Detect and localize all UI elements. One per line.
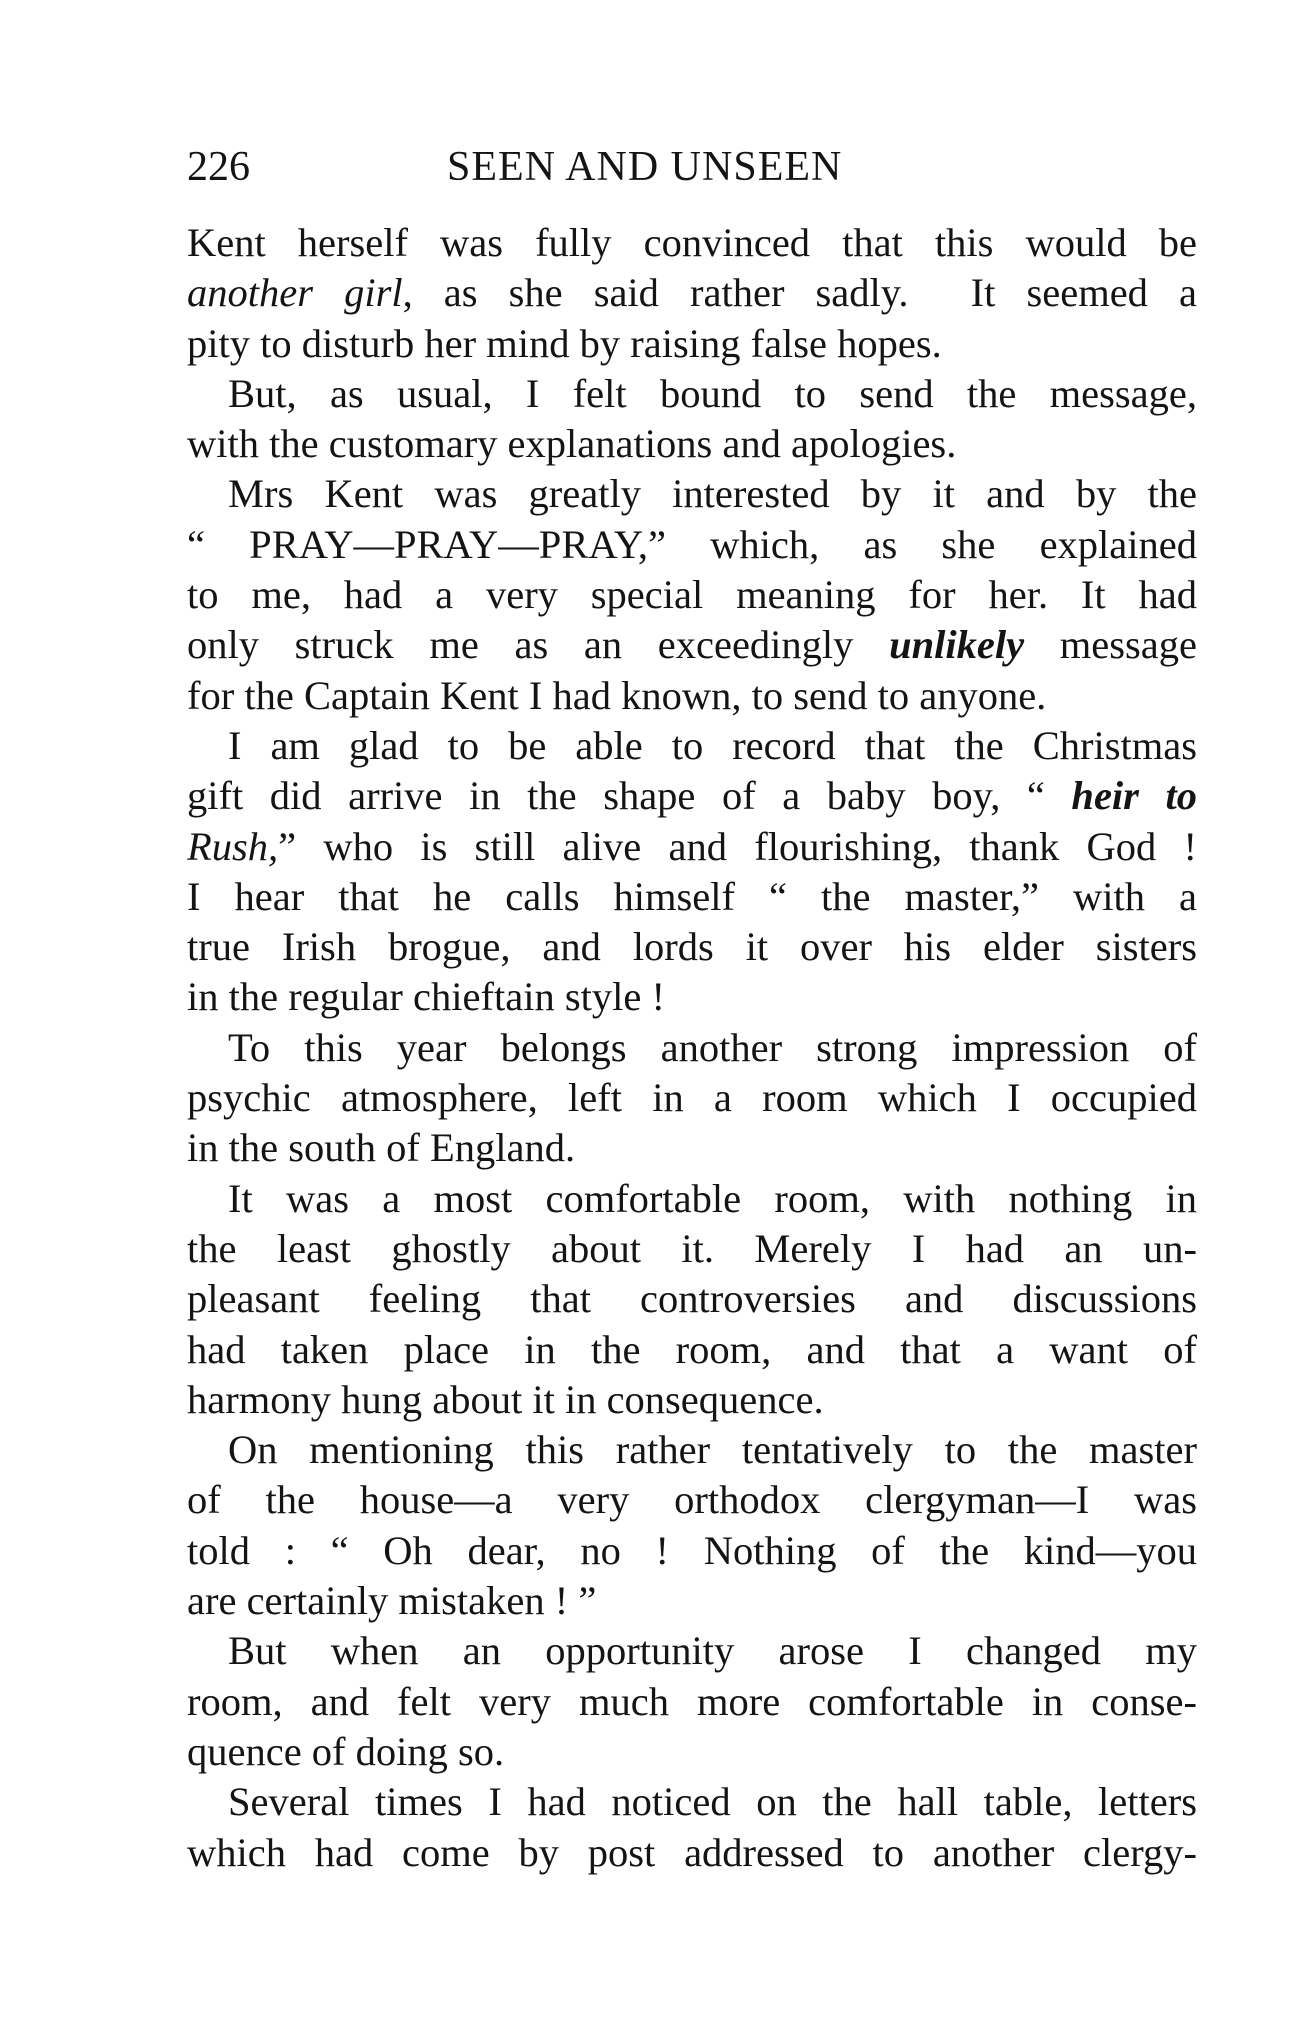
text-line: Kent herself was fully convinced that this would be bbox=[187, 220, 1197, 265]
page-header bbox=[187, 139, 1197, 195]
text-line: psychic atmosphere, left in a room which I occupied bbox=[187, 1075, 1197, 1121]
text-line: the least ghostly about it. Merely I had an un- bbox=[187, 1225, 1197, 1271]
text-line: Several times I had noticed on the hall table, letters bbox=[228, 1779, 1197, 1825]
text-line: But when an opportunity arose I changed my bbox=[228, 1628, 1197, 1674]
text-line: pleasant feeling that controversies and discussions bbox=[187, 1276, 1197, 1322]
text-line: Mrs Kent was greatly interested by it and by the bbox=[228, 471, 1197, 517]
text-line: But, as usual, I felt bound to send the message, bbox=[228, 370, 1197, 416]
italic-phrase: Rush, bbox=[187, 823, 279, 869]
text-line: It was a most comfortable room, with nothing in bbox=[228, 1175, 1197, 1221]
text-line: of the house—a very orthodox clergyman—I was bbox=[187, 1477, 1197, 1523]
text-line: for the Captain Kent I had known, to send to anyone. bbox=[187, 672, 1047, 718]
text-line: Rush,” who is still alive and flourishing, thank God ! bbox=[187, 823, 1197, 869]
italic-phrase: unlikely bbox=[889, 622, 1025, 668]
text-line: room, and felt very much more comfortable in conse- bbox=[187, 1678, 1197, 1724]
text-line: harmony hung about it in consequence. bbox=[187, 1376, 824, 1422]
text-line: pity to disturb her mind by raising false hopes. bbox=[187, 320, 942, 366]
text-line: which had come by post addressed to another clergy- bbox=[187, 1829, 1197, 1875]
text-line: On mentioning this rather tentatively to the master bbox=[228, 1427, 1197, 1473]
text-line: true Irish brogue, and lords it over his elder sisters bbox=[187, 924, 1197, 970]
text-line: are certainly mistaken ! ” bbox=[187, 1578, 597, 1624]
text-line: gift did arrive in the shape of a baby boy, “ heir to bbox=[187, 773, 1197, 819]
text-line: To this year belongs another strong impression of bbox=[228, 1024, 1197, 1070]
italic-phrase: another girl bbox=[187, 270, 403, 316]
text-line: quence of doing so. bbox=[187, 1728, 505, 1774]
text-line: had taken place in the room, and that a want of bbox=[187, 1326, 1197, 1372]
text-line: to me, had a very special meaning for her. It had bbox=[187, 572, 1197, 618]
text-line: “ PRAY—PRAY—PRAY,” which, as she explained bbox=[187, 521, 1197, 567]
text-line: another girl, as she said rather sadly. It seemed a bbox=[187, 270, 1197, 316]
running-title: SEEN AND UNSEEN bbox=[447, 144, 843, 190]
text-line: only struck me as an exceedingly unlikely message bbox=[187, 622, 1197, 668]
text-line: in the regular chieftain style ! bbox=[187, 974, 665, 1020]
page-number: 226 bbox=[187, 144, 250, 190]
text-line: with the customary explanations and apologies. bbox=[187, 421, 957, 467]
text-line: I am glad to be able to record that the Christmas bbox=[228, 722, 1197, 768]
text-line: I hear that he calls himself “ the master,” with a bbox=[187, 873, 1197, 919]
body-text bbox=[187, 218, 1197, 1878]
text-line: in the south of England. bbox=[187, 1125, 576, 1171]
text-line: told : “ Oh dear, no ! Nothing of the kind—you bbox=[187, 1527, 1197, 1573]
italic-phrase: heir to bbox=[1071, 773, 1197, 819]
